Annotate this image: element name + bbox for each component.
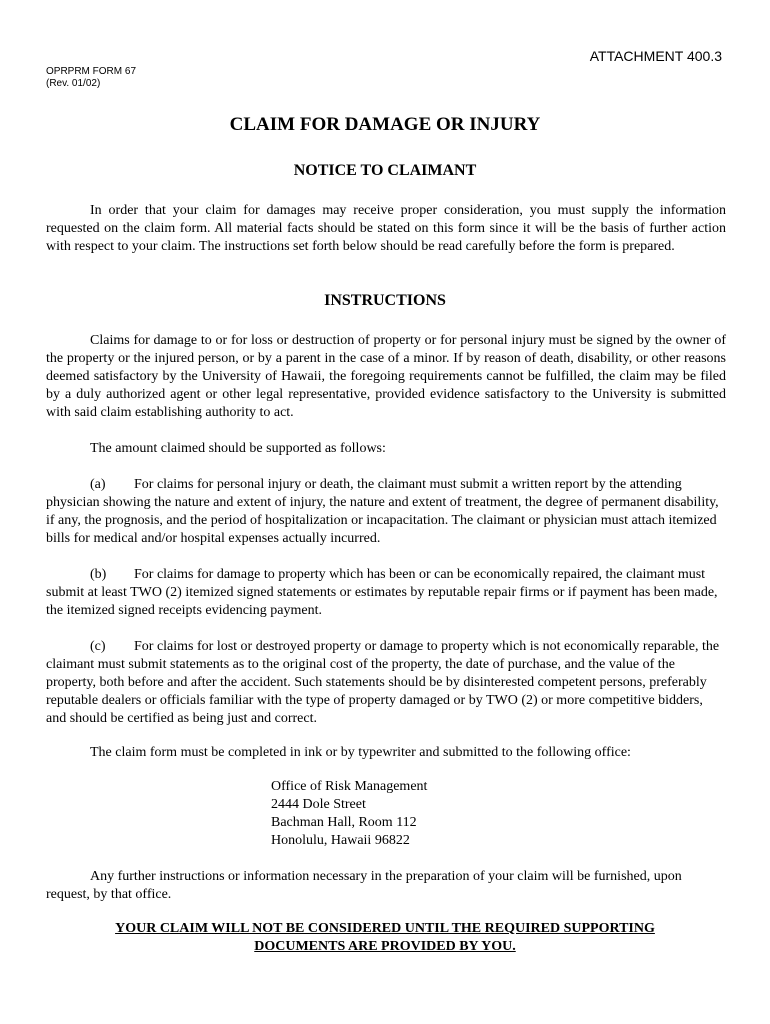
item-b-label: (b) <box>90 567 107 582</box>
amount-intro-text: The amount claimed should be supported as follows: <box>90 441 386 456</box>
warning-line-2: DOCUMENTS ARE PROVIDED BY YOU. <box>254 939 516 954</box>
item-c-label: (c) <box>90 639 106 654</box>
address-line-1: Office of Risk Management <box>271 779 428 794</box>
required-documents-warning <box>60 920 710 956</box>
office-address <box>271 778 427 850</box>
instructions-text: Claims for damage to or for loss or destruction of property or for personal injury must be signed by the owner of the property or the injured person, or by a parent in the case of a minor. If by reason of death, disability, or other reasons deemed satisfactory by the University of Hawaii, the foregoing requirements cannot be fulfilled, the claim may be filed by a duly authorized agent or other legal representative, provided evidence satisfactory to the University is submitted with said claim establishing authority to act. <box>46 333 726 420</box>
further-info-text: Any further instructions or information necessary in the preparation of your claim will be furnished, upon request, by that office. <box>46 869 682 902</box>
notice-paragraph <box>46 202 726 256</box>
instructions-heading: INSTRUCTIONS <box>324 292 446 309</box>
form-code: OPRPRM FORM 67 <box>46 66 137 77</box>
instructions-paragraph <box>46 332 726 422</box>
notice-heading: NOTICE TO CLAIMANT <box>293 162 477 179</box>
amount-intro-paragraph <box>46 440 726 458</box>
item-a-text: For claims for personal injury or death, the claimant must submit a written report by the attending physician showing the nature and extent of injury, the nature and extent of treatment, the degree of permanent disability, if any, the prognosis, and the period of hospitalization or incapacitation. The claimant or physician must attach itemized bills for medical and/or hospital expenses actually incurred. <box>46 477 719 546</box>
attachment-label: ATTACHMENT 400.3 <box>589 48 722 64</box>
address-line-2: 2444 Dole Street <box>271 797 366 812</box>
form-revision: (Rev. 01/02) <box>46 78 101 89</box>
address-line-3: Bachman Hall, Room 112 <box>271 815 417 830</box>
form-identifier <box>46 66 136 90</box>
item-c <box>46 638 726 728</box>
item-a <box>46 476 726 548</box>
item-b-text: For claims for damage to property which has been or can be economically repaired, the claimant must submit at least TWO (2) itemized signed statements or estimates by reputable repair firms or if payment has been made, the itemized signed receipts evidencing payment. <box>46 567 718 618</box>
submission-paragraph <box>46 744 726 762</box>
address-line-4: Honolulu, Hawaii 96822 <box>271 833 410 848</box>
submission-text: The claim form must be completed in ink or by typewriter and submitted to the following office: <box>90 745 631 760</box>
further-info-paragraph <box>46 868 726 904</box>
warning-line-1: YOUR CLAIM WILL NOT BE CONSIDERED UNTIL THE REQUIRED SUPPORTING <box>115 921 655 936</box>
item-b <box>46 566 726 620</box>
page-title: CLAIM FOR DAMAGE OR INJURY <box>229 114 541 135</box>
item-c-text: For claims for lost or destroyed property or damage to property which is not economically reparable, the claimant must submit statements as to the original cost of the property, the date of purchase, and the value of the property, both before and after the accident. Such statements should be by disinterested competent persons, preferably reputable dealers or officials familiar with the type of property damaged or by TWO (2) or more competitive bidders, and should be certified as being just and correct. <box>46 639 720 726</box>
item-a-label: (a) <box>90 477 106 492</box>
notice-text: In order that your claim for damages may receive proper consideration, you must supply the information requested on the claim form. All material facts should be stated on this form since it will be the basis of further action with respect to your claim. The instructions set forth below should be read carefully before the form is prepared. <box>46 203 726 254</box>
